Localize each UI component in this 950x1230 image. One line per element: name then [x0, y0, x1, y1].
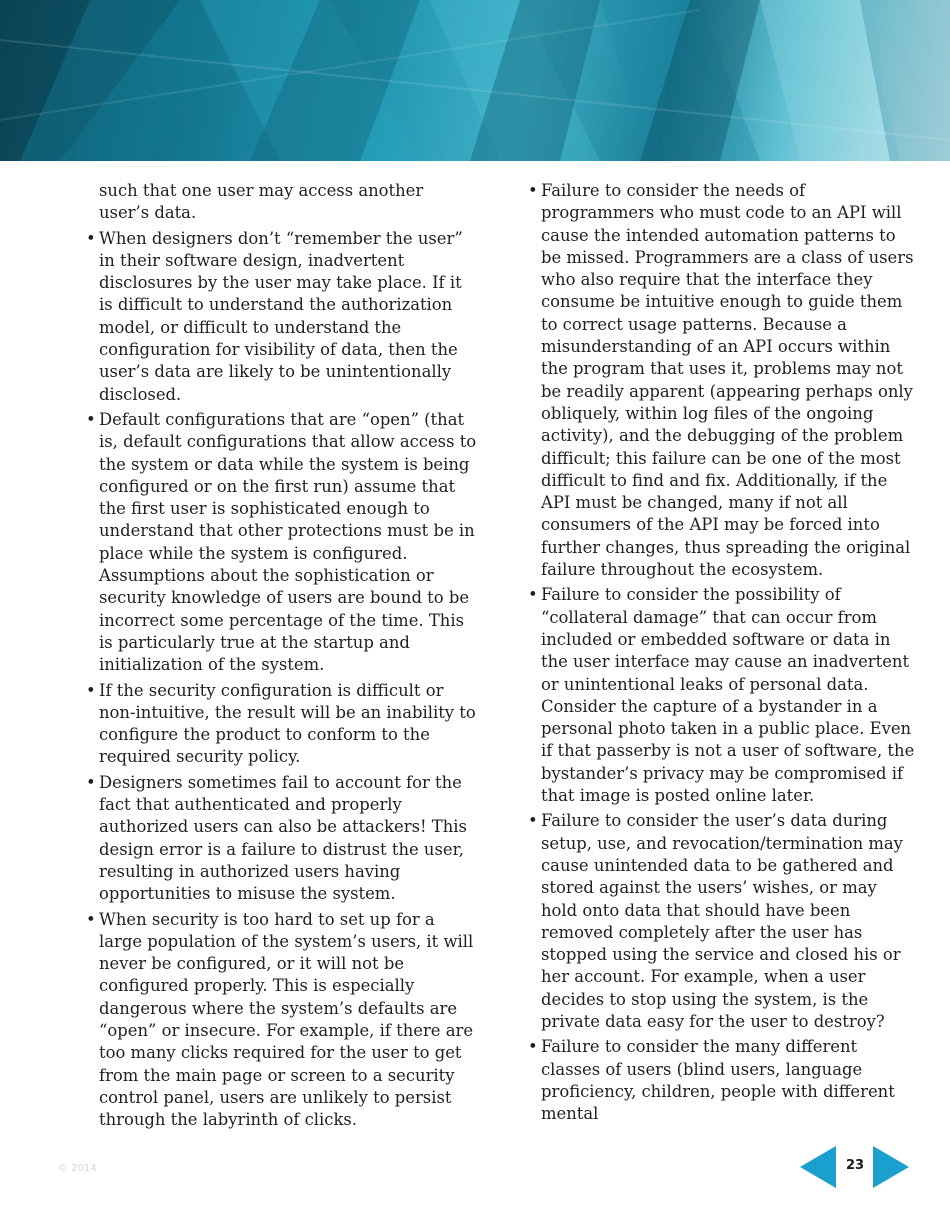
list-item: • Failure to consider the many different classes of users (blind users, language proficiency, children, people with different mental	[528, 1036, 918, 1125]
triangle-left-icon	[800, 1146, 836, 1188]
list-item: • Designers sometimes fail to account for the fact that authenticated and properly authorized users can also be attackers! This design error is a failure to distrust the user, resulting in authorized users having opportunities to misuse the system.	[86, 772, 478, 906]
triangle-right-icon	[873, 1146, 909, 1188]
list-item: • Default configurations that are “open” (that is, default configurations that allow access to the system or data while the system is being configured or on the first run) assume that the first user is sophisticated enough to understand that other protections must be in place while the system is configured. Assumptions about the sophistication or security knowledge of users are bound to be incorrect some percentage of the time. This is particularly true at the startup and initialization of the system.	[86, 409, 478, 677]
copyright-text: © 2014	[58, 1163, 97, 1174]
list-item: • When designers don’t “remember the user” in their software design, inadvertent disclosures by the user may take place. If it is difficult to understand the authorization model, or difficult to understand the configuration for visibility of data, then the user’s data are likely to be unintentionally disclosed.	[86, 228, 478, 406]
right-text-column	[528, 180, 918, 1125]
continuation-text: such that one user may access another user’s data.	[99, 181, 424, 223]
page-number: 23	[845, 1158, 865, 1173]
list-item: • Failure to consider the possibility of “collateral damage” that can occur from included or embedded software or data in the user interface may cause an inadvertent or unintentional leaks of personal data. Consider the capture of a bystander in a personal photo taken in a public place. Even if that passerby is not a user of software, the bystander’s privacy may be compromised if that image is posted online later.	[528, 584, 918, 807]
left-bullet-list	[86, 228, 478, 1132]
next-page-button[interactable]	[873, 1146, 909, 1188]
previous-page-button[interactable]	[800, 1146, 836, 1188]
list-item: • When security is too hard to set up for a large population of the system’s users, it will never be configured, or it will not be configured properly. This is especially dangerous where the system’s defaults are “open” or insecure. For example, if there are too many clicks required for the user to get from the main page or screen to a security control panel, users are unlikely to persist through the labyrinth of clicks.	[86, 909, 478, 1132]
right-bullet-list	[528, 180, 918, 1125]
banner-abstract-graphic	[0, 0, 950, 161]
list-item: • Failure to consider the needs of programmers who must code to an API will cause the intended automation patterns to be missed. Programmers are a class of users who also require that the interface they consume be intuitive enough to guide them to correct usage patterns. Because a misunderstanding of an API occurs within the program that uses it, problems may not be readily apparent (appearing perhaps only obliquely, within log files of the ongoing activity), and the debugging of the problem difficult; this failure can be one of the most difficult to find and fix. Additionally, if the API must be changed, many if not all consumers of the API may be forced into further changes, thus spreading the original failure throughout the ecosystem.	[528, 180, 918, 581]
left-text-column	[86, 180, 478, 1131]
list-item: • Failure to consider the user’s data during setup, use, and revocation/termination may cause unintended data to be gathered and stored against the users’ wishes, or may hold onto data that should have been removed completely after the user has stopped using the service and closed his or her account. For example, when a user decides to stop using the system, is the private data easy for the user to destroy?	[528, 810, 918, 1033]
header-banner-image	[0, 0, 950, 161]
list-item: • If the security configuration is difficult or non-intuitive, the result will be an inability to configure the product to conform to the required security policy.	[86, 680, 478, 769]
